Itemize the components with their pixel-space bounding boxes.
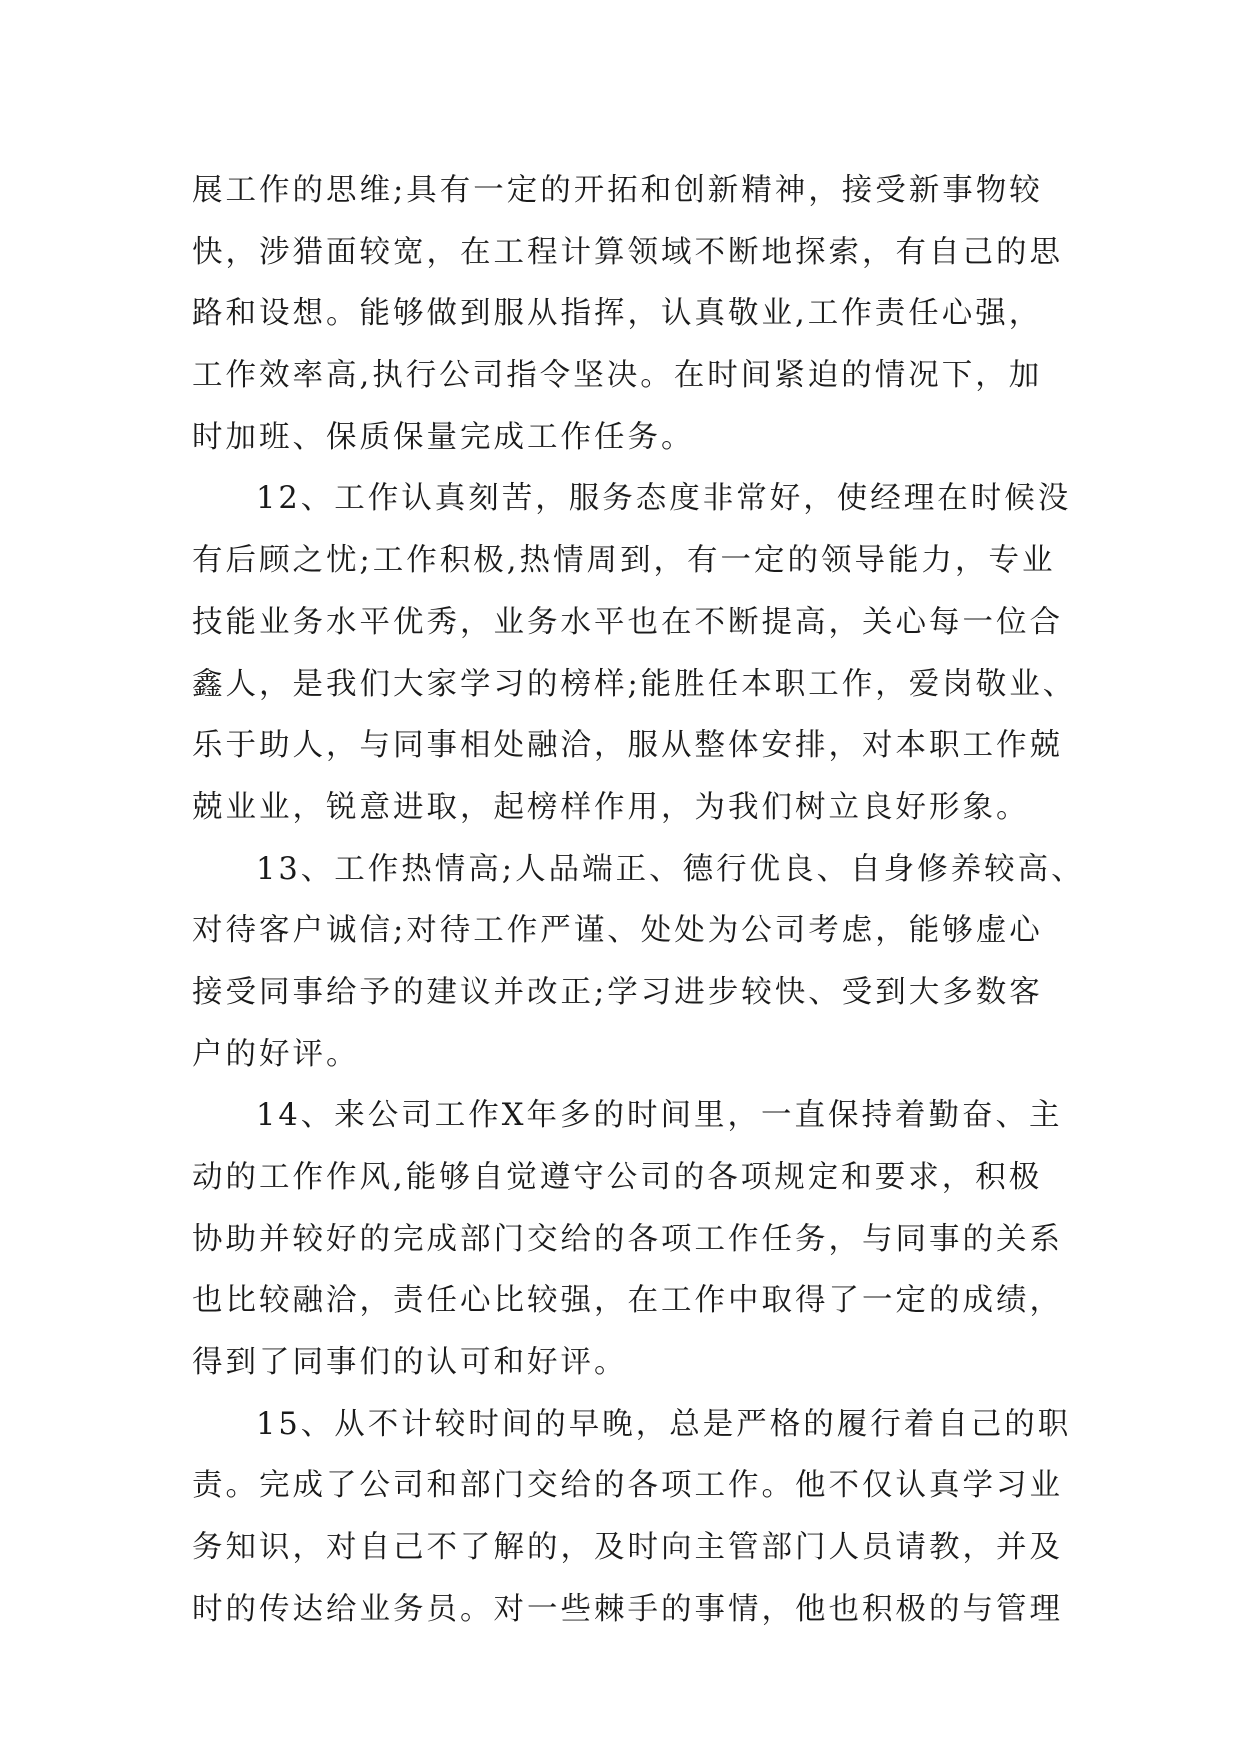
text-line: 鑫人，是我们大家学习的榜样;能胜任本职工作，爱岗敬业、	[192, 666, 1077, 702]
text-line: 务知识，对自己不了解的，及时向主管部门人员请教，并及	[192, 1530, 1063, 1566]
text-line: 协助并较好的完成部门交给的各项工作任务，与同事的关系	[192, 1221, 1063, 1257]
text-line: 时加班、保质保量完成工作任务。	[192, 419, 695, 455]
text-line: 乐于助人，与同事相处融洽，服从整体安排，对本职工作兢	[192, 728, 1063, 764]
text-line: 展工作的思维;具有一定的开拓和创新精神，接受新事物较	[192, 173, 1043, 208]
text-line: 兢业业，锐意进取，起榜样作用，为我们树立良好形象。	[192, 789, 1030, 825]
text-line: 责。完成了公司和部门交给的各项工作。他不仅认真学习业	[192, 1468, 1063, 1504]
text-line: 时的传达给业务员。对一些棘手的事情，他也积极的与管理	[192, 1591, 1063, 1627]
text-line: 户的好评。	[192, 1036, 360, 1072]
text-line: 有后顾之忧;工作积极,热情周到，有一定的领导能力，专业	[192, 543, 1056, 579]
document-body	[192, 160, 1085, 1641]
paragraph-15-start: 15、从不计较时间的早晚，总是严格的履行着自己的职	[256, 1406, 1072, 1442]
paragraph-13-start: 13、工作热情高;人品端正、德行优良、自身修养较高、	[256, 851, 1085, 887]
paragraph-14-start: 14、来公司工作X年多的时间里，一直保持着勤奋、主	[256, 1098, 1063, 1134]
text-line: 路和设想。能够做到服从指挥，认真敬业,工作责任心强，	[192, 296, 1043, 332]
text-line: 技能业务水平优秀，业务水平也在不断提高，关心每一位合	[192, 604, 1063, 640]
text-line: 动的工作作风,能够自觉遵守公司的各项规定和要求，积极	[192, 1160, 1043, 1195]
text-line: 快，涉猎面较宽，在工程计算领域不断地探索，有自己的思	[192, 234, 1063, 270]
text-line: 工作效率高,执行公司指令坚决。在时间紧迫的情况下，加	[192, 358, 1043, 394]
text-line: 接受同事给予的建议并改正;学习进步较快、受到大多数客	[192, 974, 1043, 1010]
paragraph-12-start: 12、工作认真刻苦，服务态度非常好，使经理在时候没	[256, 481, 1072, 517]
text-line: 得到了同事们的认可和好评。	[192, 1345, 628, 1381]
text-line: 也比较融洽，责任心比较强，在工作中取得了一定的成绩，	[192, 1283, 1063, 1319]
text-line: 对待客户诚信;对待工作严谨、处处为公司考虑，能够虚心	[192, 913, 1043, 949]
